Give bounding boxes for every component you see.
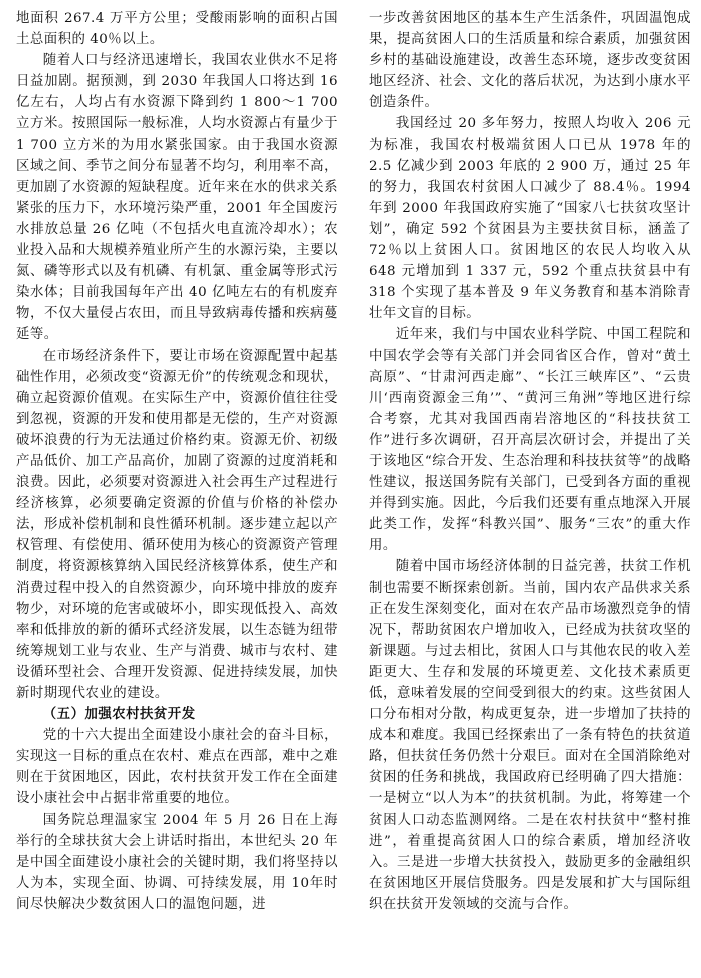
paragraph: 随着人口与经济迅速增长，我国农业供水不足将日益加剧。据预测，到 2030 年我国人口将达到 16 亿左右，人均占有水资源下降到约 1 800～1 700立方米。按照国际一般标准，人均水资源占有量少于 1 700 立方米的为用水紧张国家。由于我国水资源区域之间、季节之间分布显著不均匀，利用率不高，更加剧了水资源的短缺程度。近年来在水的供求关系紧张的压力下，水环境污染严重，2001 年全国废污水排放总量 26 亿吨（不包括火电直流冷却水）；农业投入品和大规模养殖业所产生的水源污染，主要以氮、磷等形式以及有机磷、有机氯、重金属等形式污染水体；目前我国每年产出 40 亿吨左右的有机废弃物，不仅大量侵占农田，而且导致病毒传播和疾病蔓延等。 xyxy=(16,53,338,343)
paragraph: 地面积 267.4 万平方公里；受酸雨影响的面积占国土总面积的 40％以上。 xyxy=(16,11,338,48)
paragraph: 在市场经济条件下，要让市场在资源配置中起基础性作用，必须改变“资源无价”的传统观念和现状，确立起资源价值观。在实际生产中，资源价值往往受到忽视，资源的开发和使用都是无偿的，生产对资源破坏浪费的行为无法通过价格约束。资源无价、初级产品低价、加工产品高价，加剧了资源的过度消耗和浪费。因此，必须要对资源进入社会再生产过程进行经济核算，必须要确定资源的价值与价格的补偿办法，形成补偿机制和良性循环机制。逐步建立起以产权管理、有偿使用、循环使用为核心的资源资产管理制度，将资源核算纳入国民经济核算体系，使生产和消费过程中投入的自然资源少，向环境中排放的废弃物少，对环境的危害或破坏小，即实现低投入、高效率和低排放的新的循环式经济发展，以生态链为纽带统筹规划工业与农业、生产与消费、城市与农村、建设循环型社会、合理开发资源、促进持续发展，加快新时期现代农业的建设。 xyxy=(16,348,338,701)
paragraph: 我国经过 20 多年努力，按照人均收入 206 元为标准，我国农村极端贫困人口已从 1978 年的 2.5 亿减少到 2003 年底的 2 900 万，通过 25 年的努力，我国农村贫困人口减少了 88.4％。1994 年到 2000 年我国政府实施了“国家八七扶贫攻坚计划”，确定 592 个贫困县为主要扶贫目标，涵盖了 72％以上贫困人口。贫困地区的农民人均收入从 648 元增加到 1 337 元，592 个重点扶贫县中有 318 个实现了基本普及 9 年义务教育和基本消除青壮年文盲的目标。 xyxy=(369,116,691,322)
left-column xyxy=(16,8,338,915)
paragraph: 党的十六大提出全面建设小康社会的奋斗目标，实现这一目标的重点在农村、难点在西部，难中之难则在于贫困地区，因此，农村扶贫开发工作在全面建设小康社会中占据非常重要的地位。 xyxy=(16,728,338,807)
section-heading: （五）加强农村扶贫开发 xyxy=(42,707,196,723)
paragraph: 随着中国市场经济体制的日益完善，扶贫工作机制也需要不断探索创新。当前，国内农产品供求关系正在发生深刻变化，面对在农产品市场激烈竞争的情况下，帮助贫困农户增加收入，已经成为扶贫攻坚的新课题。与过去相比，贫困人口与其他农民的收入差距更大、生存和发展的环境更差、文化技术素质更低，意味着发展的空间受到很大的约束。这些贫困人口分布相对分散，构成更复杂，进一步增加了扶持的成本和难度。我国已经探索出了一条有特色的扶贫道路，但扶贫任务仍然十分艰巨。面对在全国消除绝对贫困的任务和挑战，我国政府已经明确了四大措施：一是树立“以人为本”的扶贫机制。为此，将筹建一个贫困人口动态监测网络。二是在农村扶贫中“整村推进”，着重提高贫困人口的综合素质，增加经济收入。三是进一步增大扶贫投入，鼓励更多的金融组织在贫困地区开展信贷服务。四是发展和扩大与国际组织在扶贫开发领域的交流与合作。 xyxy=(369,559,691,912)
paragraph: 一步改善贫困地区的基本生产生活条件，巩固温饱成果，提高贫困人口的生活质量和综合素质，加强贫困乡村的基础设施建设，改善生态环境，逐步改变贫困地区经济、社会、文化的落后状况，为达到小康水平创造条件。 xyxy=(369,11,691,111)
paragraph: 近年来，我们与中国农业科学院、中国工程院和中国农学会等有关部门并会同省区合作，曾对“黄土高原”、“甘肃河西走廊”、“长江三峡库区”、“云贵川‘西南资源金三角’”、“黄河三角洲”等地区进行综合考察，尤其对我国西南岩溶地区的“科技扶贫工作”进行多次调研，召开高层次研讨会，并提出了关于该地区“综合开发、生态治理和科技扶贫等”的战略性建议，报送国务院有关部门，已受到各方面的重视并得到实施。因此，今后我们还要有重点地深入开展此类工作，发挥“科教兴国”、服务“三农”的重大作用。 xyxy=(369,327,691,554)
paragraph: 国务院总理温家宝 2004 年 5 月 26 日在上海举行的全球扶贫大会上讲话时指出，本世纪头 20 年是中国全面建设小康社会的关键时期，我们将坚持以人为本，实现全面、协调、可持续发展，用 10年时间尽快解决少数贫困人口的温饱问题，进 xyxy=(16,812,338,912)
right-column xyxy=(369,8,691,915)
